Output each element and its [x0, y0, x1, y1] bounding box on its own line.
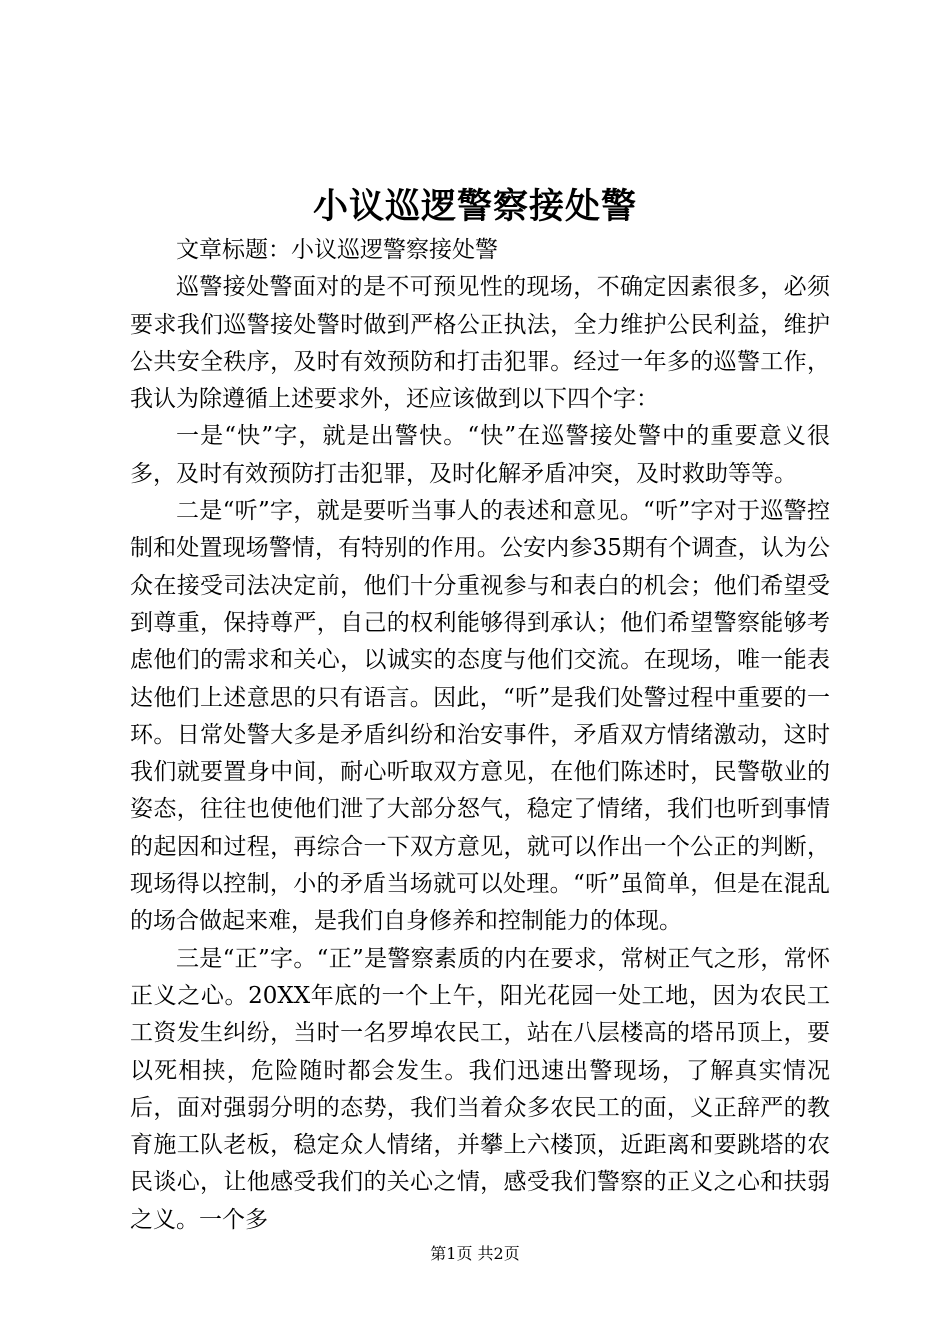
paragraph-zheng: 三是“正”字。“正”是警察素质的内在要求，常树正气之形，常怀正义之心。20XX年底的一个上午，阳光花园一处工地，因为农民工工资发生纠纷，当时一名罗埠农民工，站在八层楼高的塔吊顶上，要以死相挟，危险随时都会发生。我们迅速出警现场，了解真实情况后，面对强弱分明的态势，我们当着众多农民工的面，义正辞严的教育施工队老板，稳定众人情绪，并攀上六楼顶，近距离和要跳塔的农民谈心，让他感受我们的关心之情，感受我们警察的正义之心和扶弱之义。一个多	[130, 945, 830, 1233]
page-footer: 第1页 共2页	[430, 1244, 520, 1263]
document-title: 小议巡逻警察接处警	[312, 186, 637, 227]
paragraph-kuai: 一是“快”字，就是出警快。“快”在巡警接处警中的重要意义很多，及时有效预防打击犯罪，及时化解矛盾冲突，及时救助等等。	[130, 423, 830, 487]
paragraph-article-title: 文章标题：小议巡逻警察接处警	[176, 237, 498, 263]
paragraph-intro: 巡警接处警面对的是不可预见性的现场，不确定因素很多，必须要求我们巡警接处警时做到严格公正执法，全力维护公民利益，维护公共安全秩序，及时有效预防和打击犯罪。经过一年多的巡警工作，我认为除遵循上述要求外，还应该做到以下四个字：	[130, 274, 830, 413]
paragraph-ting: 二是“听”字，就是要听当事人的表述和意见。“听”字对于巡警控制和处置现场警情，有特别的作用。公安内参35期有个调查，认为公众在接受司法决定前，他们十分重视参与和表白的机会；他们希望受到尊重，保持尊严，自己的权利能够得到承认；他们希望警察能够考虑他们的需求和关心，以诚实的态度与他们交流。在现场，唯一能表达他们上述意思的只有语言。因此，“听”是我们处警过程中重要的一环。日常处警大多是矛盾纠纷和治安事件，矛盾双方情绪激动，这时我们就要置身中间，耐心听取双方意见，在他们陈述时，民警敬业的姿态，往往也使他们泄了大部分怒气，稳定了情绪，我们也听到事情的起因和过程，再综合一下双方意见，就可以作出一个公正的判断，现场得以控制，小的矛盾当场就可以处理。“听”虽简单，但是在混乱的场合做起来难，是我们自身修养和控制能力的体现。	[130, 498, 830, 935]
document-body	[130, 232, 830, 1239]
